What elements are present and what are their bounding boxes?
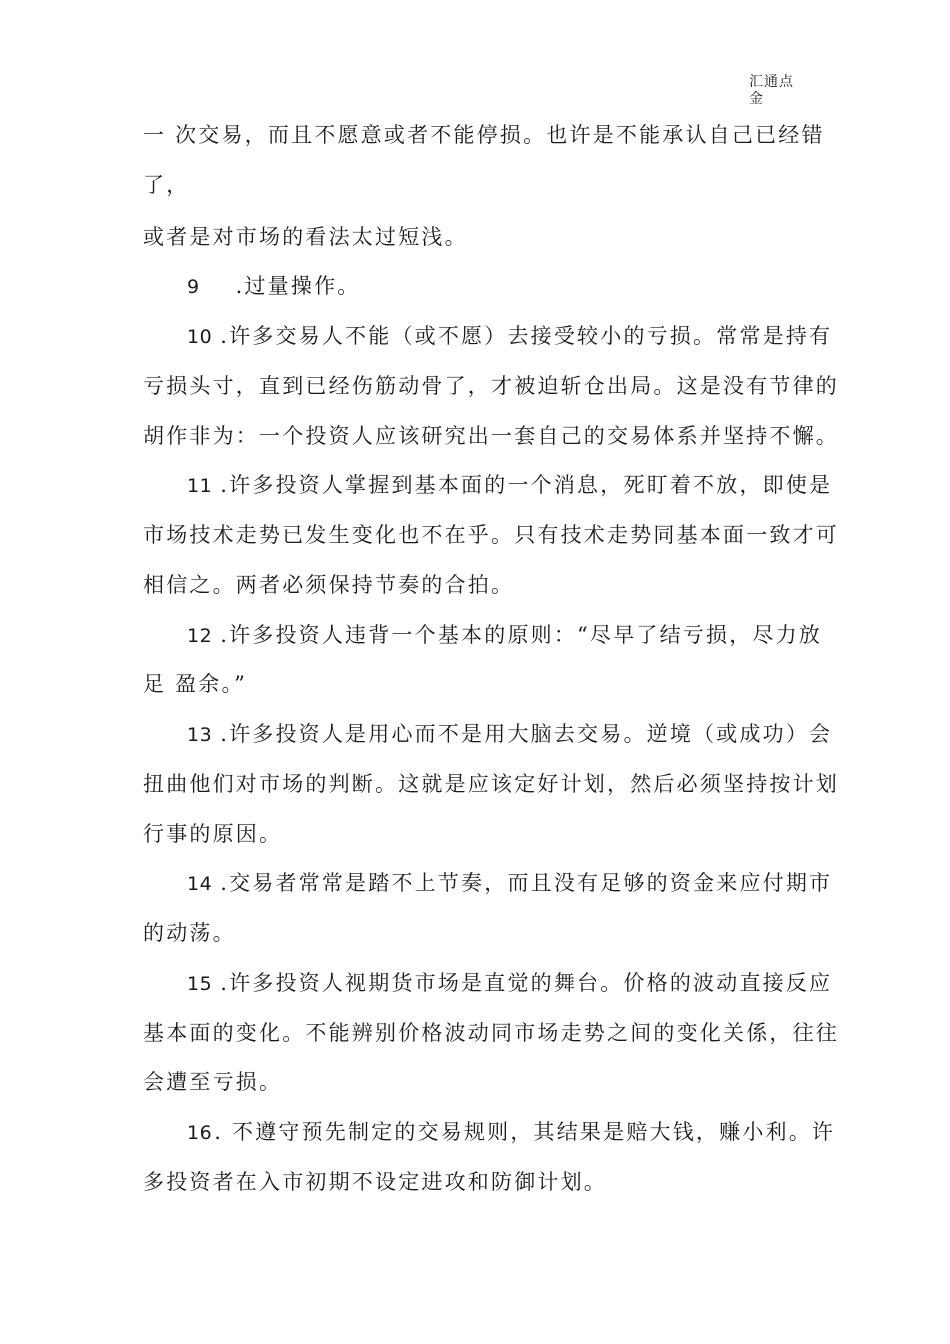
header-brand: 汇通点金	[749, 74, 794, 107]
text-line: 足 盈余。”	[143, 672, 248, 696]
text-line: 胡作非为：一个投资人应该研究出一套自己的交易体系并坚持不懈。	[143, 424, 839, 448]
list-item-12: 12 .许多投资人违背一个基本的原则：“尽早了结亏损，尽力放	[187, 623, 822, 647]
list-item-10: 10 .许多交易人不能（或不愿）去接受较小的亏损。常常是持有	[187, 324, 833, 348]
text-line: 一 次交易，而且不愿意或者不能停损。也许是不能承认自己已经错	[143, 123, 825, 147]
text-line: 的动荡。	[143, 921, 236, 945]
list-item-13: 13 .许多投资人是用心而不是用大脑去交易。逆境（或成功）会	[187, 722, 833, 746]
text-line: 基本面的变化。不能辨别价格波动同市场走势之间的变化关係，往往	[143, 1021, 839, 1045]
text-line: 行事的原因。	[143, 822, 283, 846]
list-item-9: 9 .过量操作。	[187, 274, 361, 298]
text-line: 亏损头寸，直到已经伤筋动骨了，才被迫斩仓出局。这是没有节律的	[143, 374, 839, 398]
text-line: 多投资者在入市初期不设定进攻和防御计划。	[143, 1170, 607, 1194]
list-item-16: 16. 不遵守预先制定的交易规则，其结果是赔大钱，赚小利。许	[187, 1120, 836, 1144]
text-line: 相信之。两者必须保持节奏的合拍。	[143, 573, 515, 597]
list-item-14: 14 .交易者常常是踏不上节奏，而且没有足够的资金来应付期市	[187, 871, 833, 895]
list-item-11: 11 .许多投资人掌握到基本面的一个消息，死盯着不放，即使是	[187, 473, 833, 497]
text-line: 或者是对市场的看法太过短浅。	[143, 225, 468, 249]
list-item-15: 15 .许多投资人视期货市场是直觉的舞台。价格的波动直接反应	[187, 971, 833, 995]
text-line: 市场技术走势已发生变化也不在乎。只有技术走势同基本面一致才可	[143, 523, 839, 547]
text-line: 会遭至亏损。	[143, 1070, 283, 1094]
text-line: 了，	[143, 173, 190, 197]
text-line: 扭曲他们对市场的判断。这就是应该定好计划，然后必须坚持按计划	[143, 772, 839, 796]
